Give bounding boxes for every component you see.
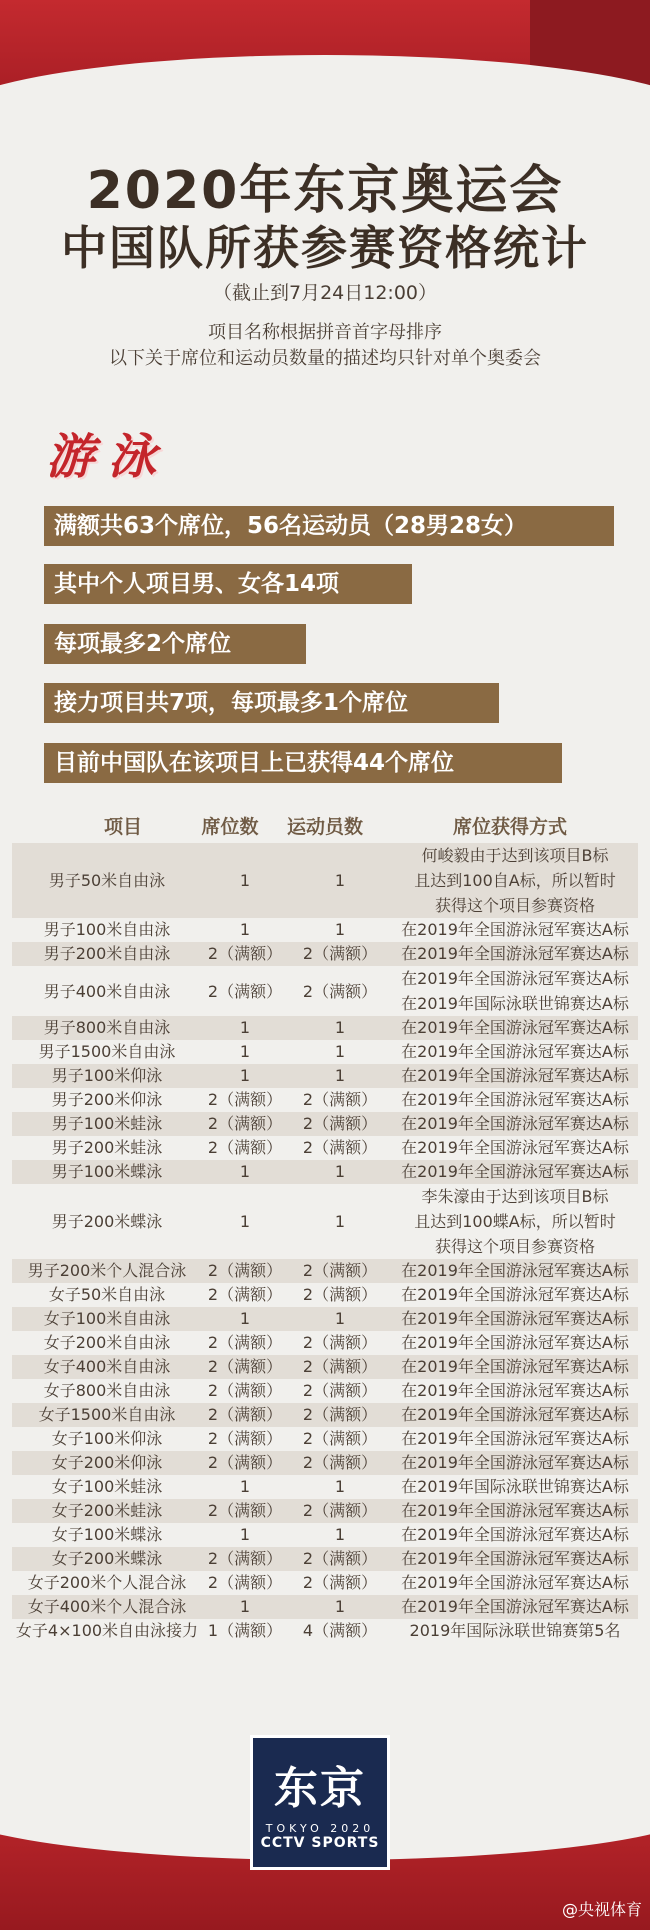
cell-method: 在2019年国际泳联世锦赛达A标 (401, 1477, 629, 1496)
cell-athletes: 1 (334, 1066, 346, 1085)
cell-event: 女子50米自由泳 (48, 1285, 166, 1304)
cell-seats: 2（满额） (207, 1333, 283, 1352)
cell-athletes: 1 (334, 1018, 346, 1037)
cell-seats: 1 (239, 1018, 251, 1037)
cell-athletes: 1 (334, 1309, 346, 1328)
cell-event: 女子200米仰泳 (51, 1453, 163, 1472)
table-row (12, 1403, 638, 1427)
cell-method: 在2019年全国游泳冠军赛达A标 (401, 1429, 629, 1448)
cell-method: 在2019年全国游泳冠军赛达A标 (401, 1114, 629, 1133)
table-row (12, 1571, 638, 1595)
cell-event: 男子100米蛙泳 (51, 1114, 163, 1133)
page-title-line1: 2020年东京奥运会 (86, 161, 564, 221)
cell-method: 在2019年全国游泳冠军赛达A标 (401, 1309, 629, 1328)
section-title: 游泳 (46, 429, 171, 485)
cell-event: 男子200米蛙泳 (51, 1138, 163, 1157)
header-method: 席位获得方式 (452, 816, 567, 838)
cell-athletes: 1 (334, 871, 346, 890)
cell-method: 在2019年全国游泳冠军赛达A标 在2019年国际泳联世锦赛达A标 (401, 969, 629, 1013)
summary-banner-current: 目前中国队在该项目上已获得44个席位 (44, 743, 562, 783)
cell-athletes: 2（满额） (302, 1090, 378, 1109)
cell-seats: 2（满额） (207, 1381, 283, 1400)
weibo-watermark: @央视体育 (561, 1900, 642, 1919)
cell-method: 在2019年全国游泳冠军赛达A标 (401, 1042, 629, 1061)
table-row (12, 1184, 638, 1259)
cell-event: 女子200米蛙泳 (51, 1501, 163, 1520)
table-row (12, 1451, 638, 1475)
cell-seats: 1 (239, 1066, 251, 1085)
cell-method: 李朱濠由于达到该项目B标 且达到100蝶A标，所以暂时 获得这个项目参赛资格 (414, 1187, 616, 1256)
logo-main-text: 东京 (274, 1763, 366, 1814)
header-band (0, 0, 650, 95)
cell-seats: 1 (239, 1309, 251, 1328)
cell-event: 女子400米自由泳 (43, 1357, 171, 1376)
scope-note: 以下关于席位和运动员数量的描述均只针对单个奥委会 (109, 348, 541, 369)
cell-method: 在2019年全国游泳冠军赛达A标 (401, 920, 629, 939)
table-row (12, 1475, 638, 1499)
table-row (12, 1112, 638, 1136)
cell-method: 在2019年全国游泳冠军赛达A标 (401, 1597, 629, 1616)
cell-seats: 2（满额） (207, 1429, 283, 1448)
cell-seats: 1 (239, 1477, 251, 1496)
cell-event: 女子100米自由泳 (43, 1309, 171, 1328)
table-row (12, 1088, 638, 1112)
cell-athletes: 2（满额） (302, 1357, 378, 1376)
table-row (12, 1136, 638, 1160)
cell-athletes: 1 (334, 1525, 346, 1544)
table-row (12, 1040, 638, 1064)
table-row (12, 1595, 638, 1619)
cell-method: 在2019年全国游泳冠军赛达A标 (401, 1453, 629, 1472)
cell-seats: 2（满额） (207, 1573, 283, 1592)
cell-athletes: 2（满额） (302, 1138, 378, 1157)
summary-banner-relay: 接力项目共7项，每项最多1个席位 (44, 683, 499, 723)
cell-seats: 2（满额） (207, 981, 283, 1001)
cell-athletes: 2（满额） (302, 1453, 378, 1472)
cell-event: 男子800米自由泳 (43, 1018, 171, 1037)
cell-method: 在2019年全国游泳冠军赛达A标 (401, 1261, 629, 1280)
cell-seats: 1 (239, 871, 251, 890)
summary-banner-max-seats: 每项最多2个席位 (44, 624, 306, 664)
table-row (12, 1619, 638, 1643)
cell-event: 女子100米仰泳 (51, 1429, 163, 1448)
table-row (12, 1283, 638, 1307)
table-row (12, 1307, 638, 1331)
cell-athletes: 2（满额） (302, 1405, 378, 1424)
cell-method: 在2019年全国游泳冠军赛达A标 (401, 1381, 629, 1400)
cell-seats: 2（满额） (207, 1285, 283, 1304)
page-title-line2: 中国队所获参赛资格统计 (61, 221, 589, 275)
cell-method: 何峻毅由于达到该项目B标 且达到100自A标，所以暂时 获得这个项目参赛资格 (414, 846, 616, 915)
cell-seats: 1（满额） (207, 1621, 283, 1640)
cell-event: 女子100米蛙泳 (51, 1477, 163, 1496)
summary-banner-quota: 满额共63个席位，56名运动员（28男28女） (44, 506, 614, 546)
table-row (12, 1064, 638, 1088)
cell-athletes: 2（满额） (302, 1549, 378, 1568)
table-row (12, 1331, 638, 1355)
cell-seats: 1 (239, 920, 251, 939)
cell-event: 男子200米自由泳 (43, 944, 171, 963)
sort-note: 项目名称根据拼音首字母排序 (208, 322, 442, 343)
cell-athletes: 2（满额） (302, 944, 378, 963)
cell-athletes: 2（满额） (302, 1573, 378, 1592)
cell-event: 女子800米自由泳 (43, 1381, 171, 1400)
qualification-table (12, 843, 638, 1643)
cell-athletes: 2（满额） (302, 1333, 378, 1352)
summary-banner-individual: 其中个人项目男、女各14项 (44, 564, 412, 604)
table-row (12, 1547, 638, 1571)
cell-athletes: 2（满额） (302, 1285, 378, 1304)
cell-method: 在2019年全国游泳冠军赛达A标 (401, 1018, 629, 1037)
table-row (12, 1016, 638, 1040)
cell-seats: 2（满额） (207, 1501, 283, 1520)
cell-event: 男子200米仰泳 (51, 1090, 163, 1109)
cell-method: 在2019年全国游泳冠军赛达A标 (401, 1285, 629, 1304)
cell-athletes: 1 (334, 1042, 346, 1061)
cell-athletes: 2（满额） (302, 1501, 378, 1520)
cell-athletes: 1 (334, 920, 346, 939)
cell-seats: 1 (239, 1597, 251, 1616)
cell-seats: 2（满额） (207, 1261, 283, 1280)
table-row (12, 1355, 638, 1379)
cell-athletes: 2（满额） (302, 1381, 378, 1400)
header-event: 项目 (103, 816, 142, 838)
table-row (12, 1160, 638, 1184)
cell-seats: 1 (239, 1162, 251, 1181)
table-row (12, 1379, 638, 1403)
cell-seats: 2（满额） (207, 1138, 283, 1157)
cell-athletes: 2（满额） (302, 1429, 378, 1448)
header-seats: 席位数 (201, 816, 259, 838)
cell-seats: 1 (239, 1042, 251, 1061)
cell-seats: 1 (239, 1212, 251, 1231)
cell-seats: 2（满额） (207, 944, 283, 963)
cell-seats: 2（满额） (207, 1357, 283, 1376)
cell-method: 在2019年全国游泳冠军赛达A标 (401, 1357, 629, 1376)
cell-method: 2019年国际泳联世锦赛第5名 (409, 1621, 621, 1640)
table-row (12, 843, 638, 918)
cell-event: 男子50米自由泳 (48, 871, 166, 890)
cell-method: 在2019年全国游泳冠军赛达A标 (401, 1525, 629, 1544)
cell-seats: 2（满额） (207, 1090, 283, 1109)
cell-seats: 2（满额） (207, 1405, 283, 1424)
cell-athletes: 1 (334, 1477, 346, 1496)
cell-event: 男子100米蝶泳 (51, 1162, 163, 1181)
table-row (12, 1259, 638, 1283)
cell-event: 女子4×100米自由泳接力 (15, 1621, 199, 1640)
tokyo-cctv-logo (250, 1735, 390, 1870)
table-row (12, 918, 638, 942)
cell-event: 女子1500米自由泳 (38, 1405, 176, 1424)
cell-method: 在2019年全国游泳冠军赛达A标 (401, 1333, 629, 1352)
cell-method: 在2019年全国游泳冠军赛达A标 (401, 1090, 629, 1109)
cell-event: 男子200米个人混合泳 (27, 1261, 187, 1280)
cell-method: 在2019年全国游泳冠军赛达A标 (401, 1138, 629, 1157)
cell-seats: 1 (239, 1525, 251, 1544)
cell-seats: 2（满额） (207, 1114, 283, 1133)
cell-event: 男子1500米自由泳 (38, 1042, 176, 1061)
cell-method: 在2019年全国游泳冠军赛达A标 (401, 1549, 629, 1568)
cell-event: 女子200米自由泳 (43, 1333, 171, 1352)
cell-athletes: 4（满额） (302, 1621, 378, 1640)
cell-event: 女子400米个人混合泳 (27, 1597, 187, 1616)
cell-athletes: 2（满额） (302, 1114, 378, 1133)
cell-method: 在2019年全国游泳冠军赛达A标 (401, 944, 629, 963)
cell-event: 男子100米自由泳 (43, 920, 171, 939)
cell-seats: 2（满额） (207, 1453, 283, 1472)
table-row (12, 1499, 638, 1523)
table-row (12, 942, 638, 966)
cell-event: 女子200米蝶泳 (51, 1549, 163, 1568)
cell-athletes: 2（满额） (302, 1261, 378, 1280)
cell-event: 女子200米个人混合泳 (27, 1573, 187, 1592)
cell-method: 在2019年全国游泳冠军赛达A标 (401, 1501, 629, 1520)
table-row (12, 966, 638, 1016)
cell-method: 在2019年全国游泳冠军赛达A标 (401, 1573, 629, 1592)
cell-method: 在2019年全国游泳冠军赛达A标 (401, 1162, 629, 1181)
logo-cctv-text: CCTV SPORTS (260, 1835, 380, 1851)
cell-athletes: 1 (334, 1162, 346, 1181)
cell-event: 男子400米自由泳 (43, 981, 171, 1001)
header-athletes: 运动员数 (286, 816, 363, 838)
table-row (12, 1523, 638, 1547)
cell-seats: 2（满额） (207, 1549, 283, 1568)
cell-athletes: 1 (334, 1597, 346, 1616)
cutoff-note: （截止到7月24日12:00） (212, 282, 438, 304)
cell-event: 男子100米仰泳 (51, 1066, 163, 1085)
cell-method: 在2019年全国游泳冠军赛达A标 (401, 1405, 629, 1424)
table-header (0, 812, 650, 840)
table-row (12, 1427, 638, 1451)
logo-tokyo-text: TOKYO 2020 (265, 1822, 375, 1835)
cell-athletes: 2（满额） (302, 981, 378, 1001)
cell-event: 男子200米蝶泳 (51, 1212, 163, 1231)
cell-method: 在2019年全国游泳冠军赛达A标 (401, 1066, 629, 1085)
cell-event: 女子100米蝶泳 (51, 1525, 163, 1544)
cell-athletes: 1 (334, 1212, 346, 1231)
